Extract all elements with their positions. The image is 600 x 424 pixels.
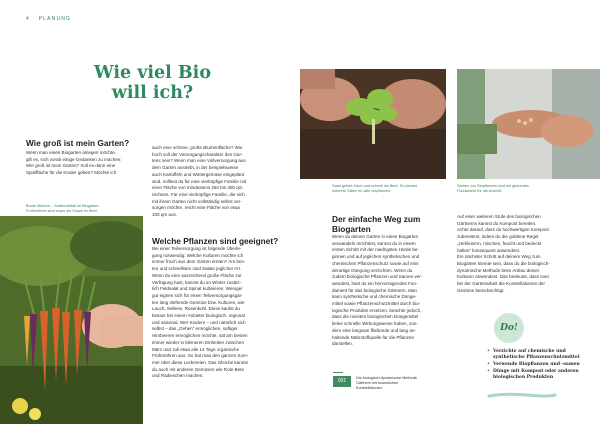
tag-number: 001 [333, 376, 351, 387]
do-checklist [487, 349, 591, 382]
checklist-item: • Verzichte auf chemische und synthetische Pflanzenschutzmittel [487, 349, 591, 361]
caption-lettuce: Salat gehört frisch und schnell ins Beet. Du kannst mehrere Sätze im Jahr anpflanzen. [332, 184, 417, 193]
tag-text: Die biologisch-dynamische Methode Gärtnern mit kosmischen Konstellationen. [356, 376, 417, 390]
heading-garden-size: Wie groß ist mein Garten? [26, 138, 130, 148]
garden-size-text-col2: auch eine schöne, große Blumenfläche? Wie hoch soll der Versorgungscharakter des Gar- tens sein? Wenn man eine Vollversorgung aus dem Garten anstrebt, in der beispielsweise auch Kartoffeln und Wintergemüse eingeplant sind, solltest du für eine vierköpfige Familie mit einer Fläche von mindestens 250 bis 300 qm rechnen. Für eine vierköpfige Familie, die sich mit ihrem Garten nicht vollständig selbst ver- sorgen möchte, reicht eine Fläche von etwa 100 qm aus. [152, 145, 247, 218]
page-title: Wie viel Bio will ich? [93, 63, 212, 103]
carrots-photo [0, 216, 143, 424]
running-header [26, 16, 71, 22]
seeds-hands-photo [457, 69, 600, 179]
path-text: Wenn du deinen Garten in einen Biogarten verwandeln möchtest, kannst du in einem ersten Schritt mit der niedrigsten Hürde be- ginnen und auf jeglichen synthetischen und chemischen Pflanzenschutz sowie auf eine derartige Düngung verzichten. Wenn du zudem biologische Pflanzen und Samen ver- wendest, hast du ein hervorragendes Fun- dament für das biologische Gärtnern. Man kann synthetische und chemische Dünge- mittel sowie Pflanzenschutzmittel durch bio- logische Produkte ersetzen, beachte jedoch, dass die meisten biologischen Düngemittel keine schnelle Wirkungsweise haben, son- dern eine langsam fließende und lang an- haltende Nährstoffquelle für die Pflanzen darstellen. [332, 234, 423, 347]
tag-rule [333, 372, 343, 373]
heading-plants: Welche Pflanzen sind geeignet? [152, 236, 279, 246]
page-number: 4 [26, 16, 30, 22]
caption-seeds: Samen von Biopflanzen sind ein gesundes Fundament für die Ansicht. [457, 184, 529, 193]
checklist-item: • Verwende Biopflanzen und -samen [487, 362, 591, 368]
heading-path: Der einfache Weg zum Biogarten [332, 214, 421, 234]
checklist-item: • Dünge mit Kompost oder anderen biologischen Produkten [487, 369, 591, 381]
caption-carrots: Bunte Möhren – Sortenvielfalt im Biogarten: Frühmöhren sind super als Snack im Beet. [26, 204, 100, 213]
lettuce-seedling-photo [300, 69, 446, 179]
do-badge: Do! [494, 313, 524, 343]
section-label: PLANUNG [38, 16, 72, 22]
plants-text: Bei einer Teilversorgung ist folgende Überle- gung notwendig: Welche Kulturen möchte ich immer frisch aus dem Garten ernten? Am bes- ten und schnellsten sind Salate jeglicher Art. Wenn du eine ausreichend große Fläche zur Verfügung hast, kannst du im Winter zusätz- lich Feldsalat und Spinat kultivieren. Weniger gut eignen sich für einen Teilversorgungsgar- ten lang stehende Gemüse bzw. Kulturen, wie Lauch, Sellerie, Rosenkohl. Diese kaufst du besser bei einem Anbieter biologisch, regional und saisonal. Wer Kindern – und natürlich sich selbst – das „Gehen“ ermöglichen, saftiger Himbeeren ermöglichen möchte, sät am besten immer wieder in kleineren Einheiten zwischen März und Juli etwa alle 14 Tage organische Frühmöhren aus. So hat man den ganzen Som- mer über diese Leckereien. Das Gleiche kannst du auch mit anderen Gemüsen wie Rote Bete und Radieschen machen. [152, 246, 249, 379]
next-step-text: Auf einer weiteren Stufe des biologischen Gärtnerns kannst du Kompost bereiten. Achte darauf, dass du hochwertigen Kompost zubereitest, indem du die goldene Regel „zerkleinern, mischen, feucht und bedeckt halten“ konsequent anwendest. Ein nächster Schritt auf deinem Weg zum Biogarten könnte sein, dass du die biologisch- dynamische Methode beim Anbau deiner Kulturen anwendest. Das bedeutet, dass man bei der Gartenarbeit die Konstellationen der Gestirne berücksichtigt. [457, 214, 550, 293]
decorative-swoosh [487, 392, 557, 399]
garden-size-text-col1: Wenn man einen Biogarten anlegen möchte, gilt es, sich vorab einige Gedanken zu machen: Wie groß ist mein Garten? Soll es darin eine Spielfläche für die Kinder geben? Möchte ich [26, 150, 122, 176]
